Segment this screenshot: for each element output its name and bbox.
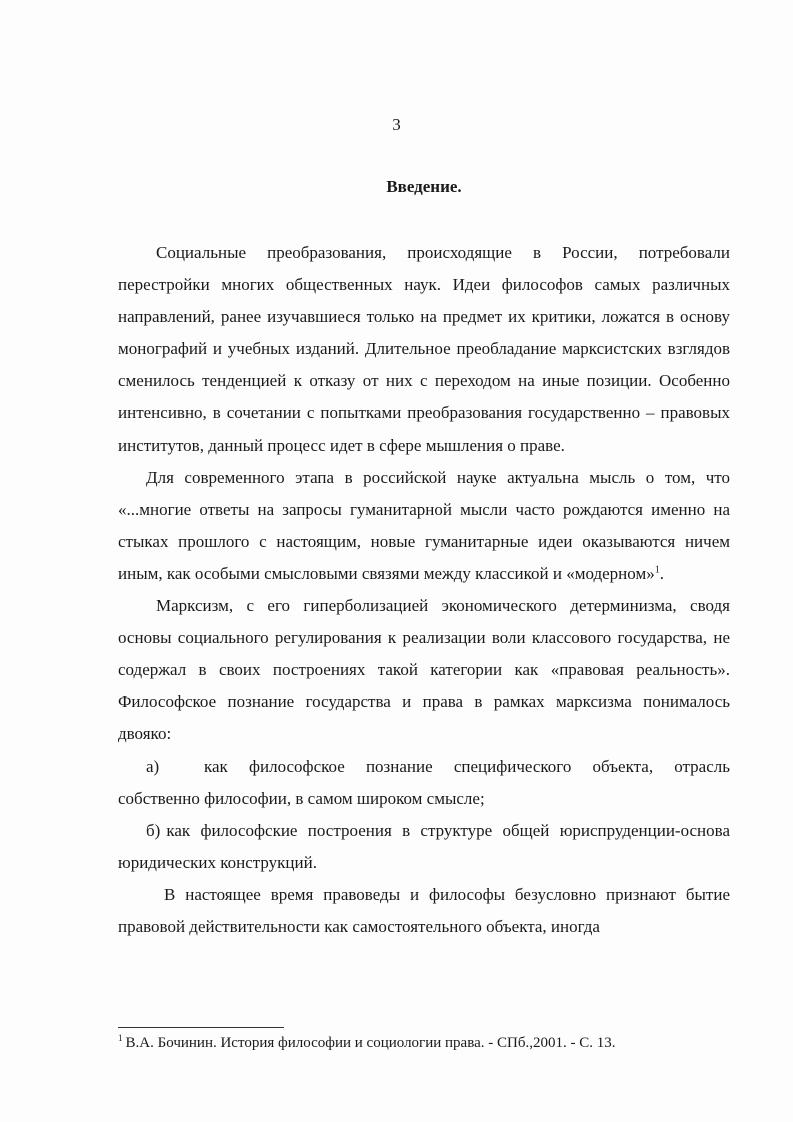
footnote — [118, 1035, 758, 1052]
paragraph-1: Социальные преобразования, происходящие в России, потребовали перестройки многих общественных наук. Идеи философов самых различных направлений, ранее изучавшиеся только на предмет их критики, ложатся в основу монографий и учебных изданий. Длительное преобладание марксистских взглядов сменилось тенденцией к отказу от них с переходом на иные позиции. Особенно интенсивно, в сочетании с попытками преобразования государственно – правовых институтов, данный процесс идет в сфере мышления о праве. — [118, 243, 730, 455]
list-item-a-text: как философское познание специфического объекта, отрасль собственно философии, в самом широком смысле; — [118, 756, 730, 808]
paragraph-3: Марксизм, с его гиперболизацией экономического детерминизма, сводя основы социального регулирования к реализации воли классового государства, не содержал в своих построениях такой категории как «правовая реальность». Философское познание государства и права в рамках марксизма понималось двояко: — [118, 596, 730, 744]
paragraph-2-end: . — [659, 563, 664, 583]
list-item-a — [118, 751, 730, 815]
list-marker-a: а) — [146, 756, 160, 776]
list-item-b-text: как философские построения в структуре общей юриспруденции-основа юридических конструкций. — [118, 820, 730, 872]
list-marker-b: б) — [146, 820, 161, 840]
page-number: 3 — [392, 115, 401, 134]
footnote-number: 1 — [118, 1033, 123, 1043]
list-item-b — [118, 815, 730, 879]
paragraph-4: В настоящее время правоведы и философы безусловно признают бытие правовой действительности как самостоятельного объекта, иногда — [118, 884, 730, 936]
footnote-divider — [118, 1027, 284, 1028]
footnote-reference: 1 — [654, 564, 660, 576]
footnote-text: В.А. Бочинин. История философии и социологии права. - СПб.,2001. - С. 13. — [125, 1035, 616, 1051]
paragraph-2-text: Для современного этапа в российской науке актуальна мысль о том, что «...многие ответы на запросы гуманитарной мысли часто рождаются именно на стыках прошлого с настоящим, новые гуманитарные идеи оказываются ничем иным, как особыми смысловыми связями между классикой и «модерном» — [118, 467, 730, 583]
paragraph-2 — [118, 462, 730, 590]
body-text — [118, 237, 730, 943]
section-heading: Введение. — [386, 177, 462, 196]
